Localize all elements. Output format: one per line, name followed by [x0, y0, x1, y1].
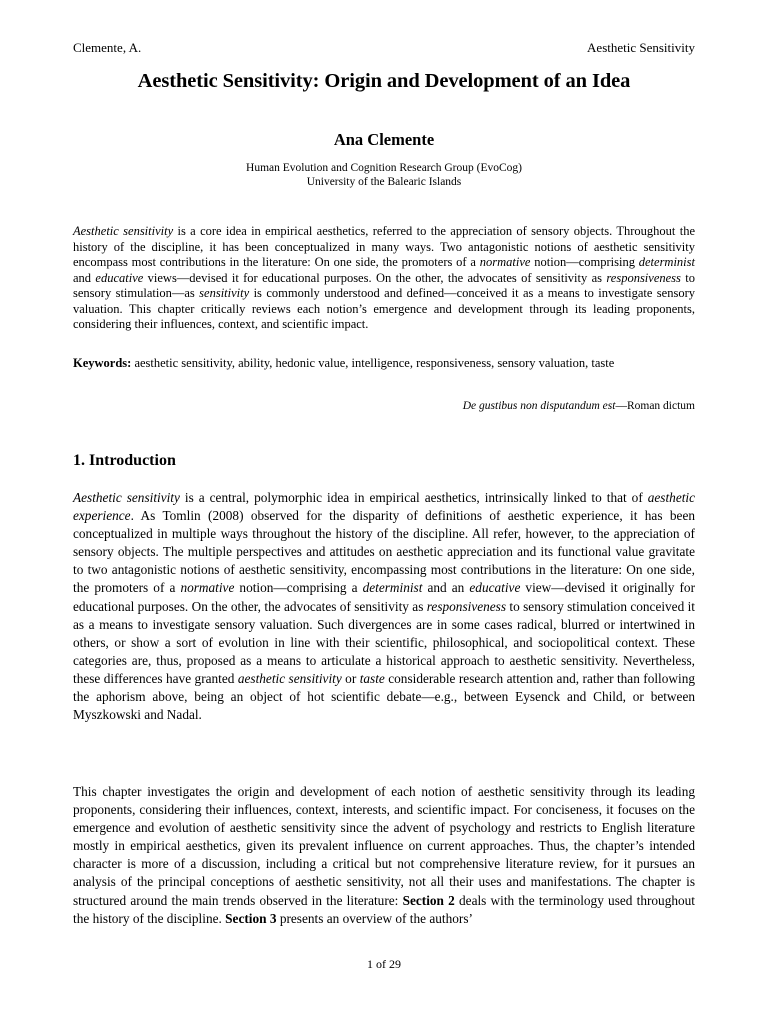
epigraph-quote: De gustibus non disputandum est [462, 400, 616, 412]
abstract-term: responsiveness [606, 270, 681, 285]
paragraph-text: deals with the terminology used throughout the history of the discipline. [73, 892, 695, 926]
body-paragraph [73, 783, 695, 928]
keywords-list: aesthetic sensitivity, ability, hedonic value, intelligence, responsiveness, sensory valuation, taste [131, 356, 615, 370]
paragraph-text: view—devised it originally for educational purposes. On the other, the advocates of sensitivity as [73, 580, 696, 614]
paragraph-term: determinist [362, 580, 423, 596]
abstract [73, 224, 695, 333]
affiliation-university: University of the Balearic Islands [306, 175, 462, 188]
header-author: Clemente, A. [73, 40, 142, 55]
paragraph-term: aesthetic sensitivity [237, 670, 342, 686]
paragraph-text: notion—comprising a [234, 580, 363, 596]
abstract-text: notion—comprising [530, 255, 639, 269]
epigraph [463, 400, 695, 412]
paragraph-text: to sensory stimulation conceived it as a means to investigate sensory valuation. Such divergences are in some cases radical, blurred or intertwined in others, or show a sort of evolution in line with their scientific, philosophical, and sociopolitical context. These categories are, thus, proposed as a means to articulate a historical approach to aesthetic sensitivity. Nevertheless, these differences have granted [73, 598, 695, 686]
abstract-term: normative [479, 255, 531, 269]
keywords-label: Keywords: [73, 356, 132, 370]
section-reference: Section 2 [402, 892, 455, 908]
affiliation [73, 162, 695, 189]
abstract-text: and [73, 270, 96, 285]
paragraph-text: . As Tomlin (2008) observed for the disparity of definitions of aesthetic experience, it has been conceptualized in multiple ways throughout the history of the discipline. All refer, however, to the appreciation of sensory objects. The multiple perspectives and attitudes on aesthetic appreciation and its functional value gravitate to two antagonistic notions of aesthetic sensitivity, encompassing most contributions in the literature: On one side, the promoters of a [73, 508, 695, 596]
abstract-term: educative [95, 270, 144, 285]
abstract-text: views—devised it for educational purposes. On the other, the advocates of sensitivity as [143, 270, 607, 285]
paragraph-term: normative [180, 580, 235, 596]
abstract-text: to sensory stimulation—as [73, 270, 695, 300]
epigraph-source: —Roman dictum [615, 400, 695, 412]
paragraph-text: presents an overview of the authors’ [276, 910, 473, 926]
abstract-term: determinist [638, 255, 695, 269]
document-page [73, 0, 695, 1024]
paragraph-term: responsiveness [426, 598, 507, 614]
paragraph-term: aesthetic experience [73, 490, 696, 524]
paragraph-text: is a central, polymorphic idea in empirical aesthetics, intrinsically linked to that of [179, 490, 648, 505]
keywords [73, 356, 695, 371]
affiliation-group: Human Evolution and Cognition Research Group (EvoCog) [246, 162, 522, 174]
abstract-term: sensitivity [199, 286, 250, 300]
author-name: Ana Clemente [333, 130, 435, 149]
abstract-term: Aesthetic sensitivity [73, 224, 174, 238]
header-short-title: Aesthetic Sensitivity [587, 40, 695, 55]
paragraph-text: This chapter investigates the origin and development of each notion of aesthetic sensitivity through its leading proponents, considering their influences, context, interests, and scientific impact. For conciseness, it focuses on the emergence and evolution of aesthetic sensitivity since the advent of psychology and restricts to English literature mostly in empirical aesthetics, given its prevalent influence on current approaches. Thus, the chapter’s intended character is more of a discussion, including a critical but not comprehensive literature review, for it pursues an analysis of the principal conceptions of aesthetic sensitivity, not all their uses and manifestations. The chapter is structured around the main trends observed in the literature: [73, 784, 695, 908]
paragraph-text: considerable research attention and, rather than following the aphorism above, being an object of hot scientific debate—e.g., between Eysenck and Child, or between Myszkowski and Nadal. [73, 670, 695, 723]
paragraph-term: Aesthetic sensitivity [73, 490, 180, 505]
section-heading-introduction: 1. Introduction [73, 452, 176, 469]
abstract-text: is a core idea in empirical aesthetics, referred to the appreciation of sensory objects. Throughout the history of the discipline, it has been conceptualized in many ways. Two antagonistic notions of aesthetic sensitivity encompass most contributions in the literature: On one side, the promoters of a [73, 224, 695, 269]
section-reference: Section 3 [225, 910, 277, 926]
paragraph-text: and an [422, 580, 470, 596]
body-paragraph [73, 489, 695, 724]
paragraph-term: educative [469, 580, 521, 596]
paragraph-text: or [341, 670, 360, 686]
paper-title: Aesthetic Sensitivity: Origin and Development of an Idea [137, 70, 631, 92]
page-number: 1 of 29 [367, 957, 401, 971]
abstract-text: is commonly understood and defined—conceived it as a means to investigate sensory valuation. This chapter critically reviews each notion’s emergence and development through its leading proponents, considering their influences, context, and scientific impact. [73, 286, 695, 331]
paragraph-term: taste [359, 670, 385, 686]
